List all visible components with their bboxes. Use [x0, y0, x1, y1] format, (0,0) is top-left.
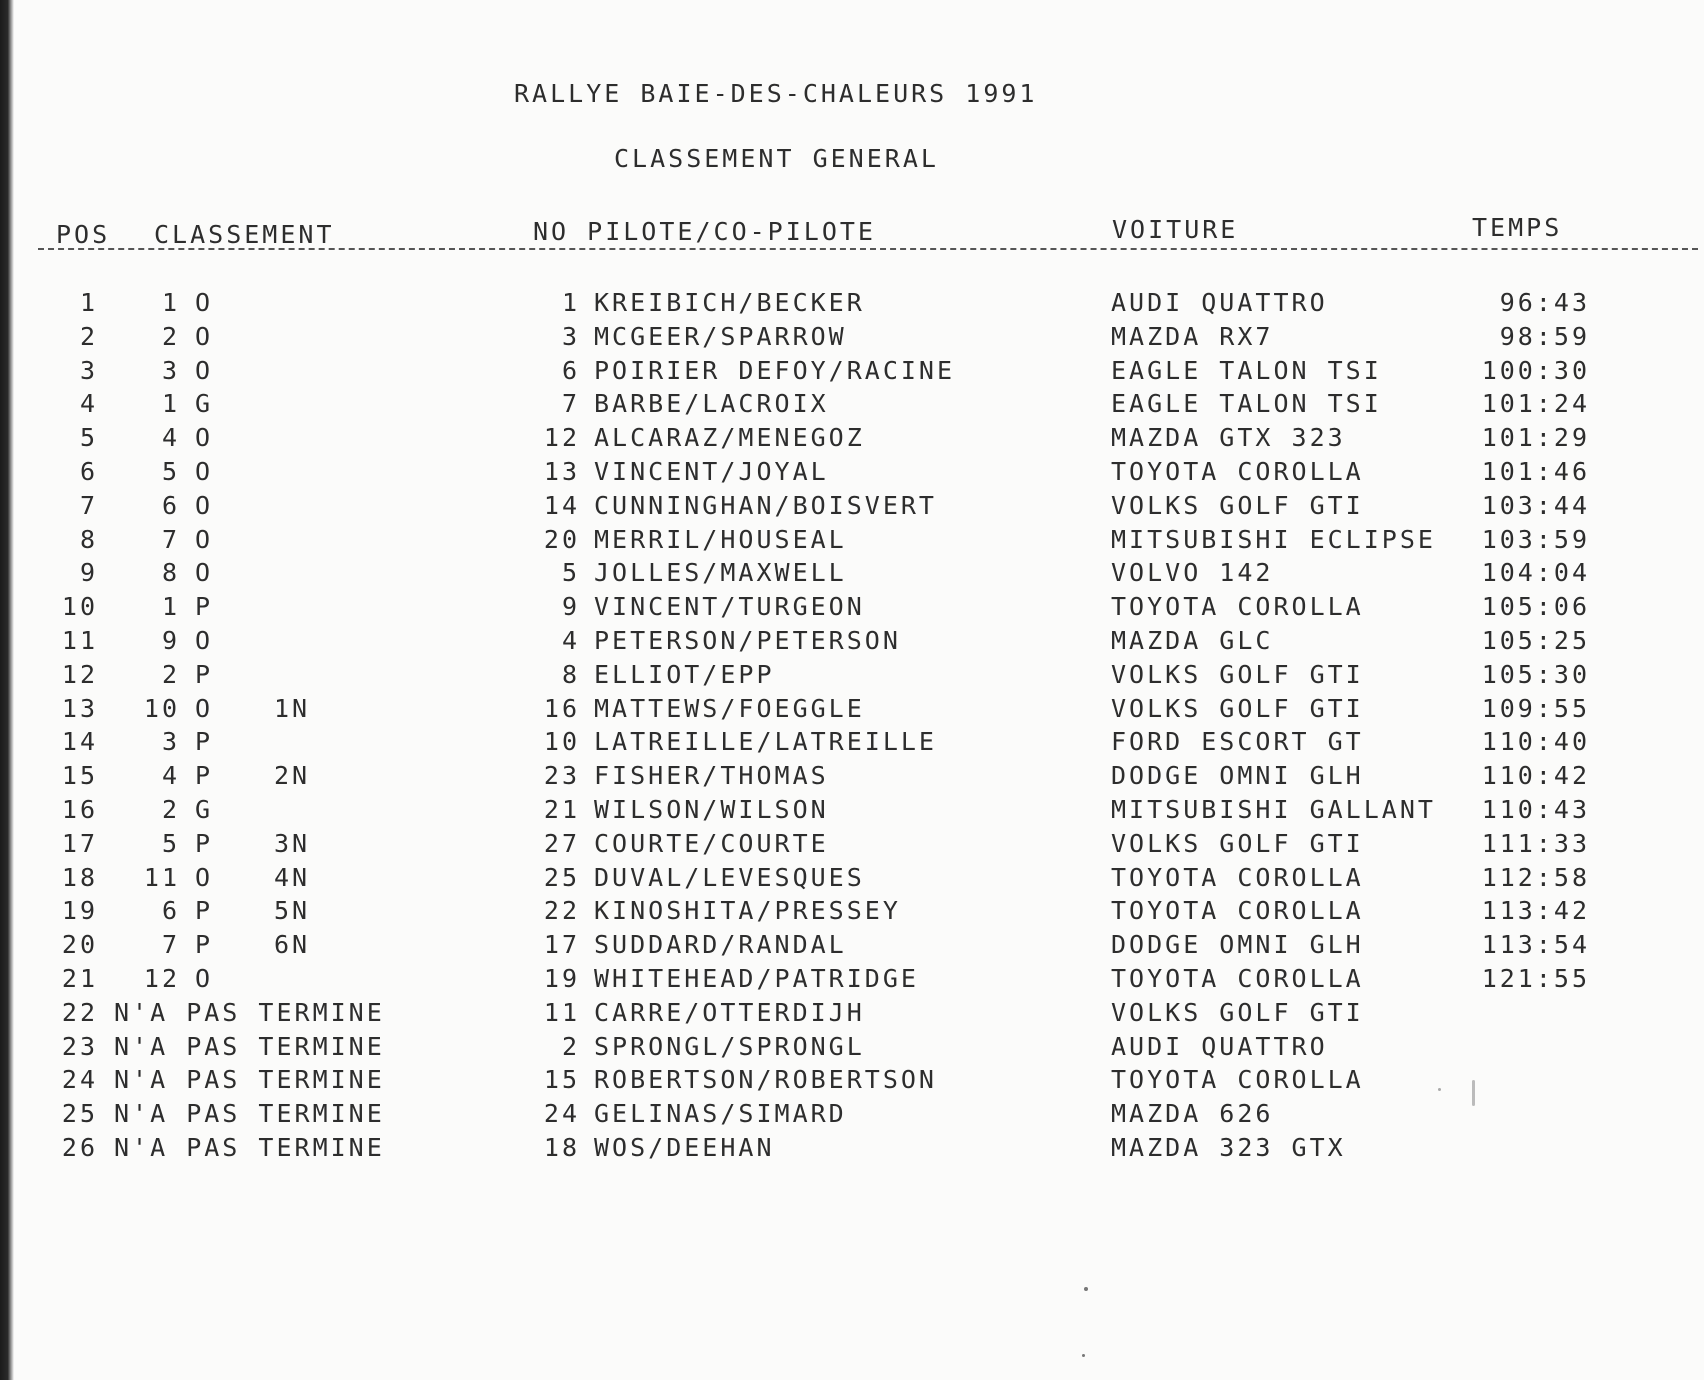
header-classement: CLASSEMENT — [154, 220, 335, 249]
row-driver-codriver: KREIBICH/BECKER — [594, 288, 865, 317]
row-position: 26 — [61, 1132, 98, 1162]
document-title: RALLYE BAIE-DES-CHALEURS 1991 — [514, 79, 1038, 108]
row-group: P — [195, 592, 214, 622]
row-driver-codriver: SUDDARD/RANDAL — [594, 930, 847, 960]
row-car: VOLKS GOLF GTI — [1111, 490, 1364, 520]
row-car-number: 8 — [561, 659, 580, 689]
row-driver-codriver: VINCENT/TURGEON — [594, 592, 865, 622]
row-car: MAZDA 626 — [1111, 1099, 1274, 1129]
row-position: 23 — [61, 1031, 98, 1061]
row-car: AUDI QUATTRO — [1111, 1031, 1328, 1061]
row-position: 4 — [79, 389, 98, 419]
row-car: TOYOTA COROLLA — [1111, 456, 1364, 486]
row-driver-codriver: CARRE/OTTERDIJH — [594, 997, 865, 1027]
table-row — [0, 320, 1704, 354]
row-position: 6 — [79, 456, 98, 486]
row-group: O — [195, 693, 214, 723]
row-driver-codriver: VINCENT/JOYAL — [594, 456, 829, 486]
row-car: MAZDA GTX 323 — [1111, 423, 1346, 453]
table-row — [0, 556, 1704, 590]
table-row — [0, 725, 1704, 759]
row-national-rank: 2N — [274, 761, 311, 791]
row-driver-codriver: JOLLES/MAXWELL — [594, 558, 847, 588]
row-group: P — [195, 828, 214, 858]
row-car-number: 14 — [543, 490, 580, 520]
row-time: 110:42 — [1481, 761, 1590, 791]
row-car: DODGE OMNI GLH — [1111, 930, 1364, 960]
row-driver-codriver: KINOSHITA/PRESSEY — [594, 896, 901, 926]
row-time: 96:43 — [1499, 288, 1590, 317]
table-row — [0, 928, 1704, 962]
row-status: N'A PAS TERMINE — [114, 1065, 385, 1095]
header-no-pilote: NO PILOTE/CO-PILOTE — [533, 217, 876, 246]
row-class-rank: 1 — [161, 592, 180, 622]
row-class-rank: 6 — [161, 896, 180, 926]
table-row — [0, 793, 1704, 827]
row-car-number: 20 — [543, 524, 580, 554]
row-group: O — [195, 862, 214, 892]
row-status: N'A PAS TERMINE — [114, 1132, 385, 1162]
row-car-number: 27 — [543, 828, 580, 858]
document-subtitle: CLASSEMENT GENERAL — [614, 144, 939, 173]
row-time: 98:59 — [1499, 321, 1590, 351]
table-row — [0, 1131, 1704, 1165]
row-position: 13 — [61, 693, 98, 723]
row-driver-codriver: WHITEHEAD/PATRIDGE — [594, 963, 919, 993]
row-group: O — [195, 963, 214, 993]
row-group: P — [195, 727, 214, 757]
row-position: 7 — [79, 490, 98, 520]
row-position: 21 — [61, 963, 98, 993]
row-car: VOLVO 142 — [1111, 558, 1274, 588]
row-time: 104:04 — [1481, 558, 1590, 588]
row-time: 105:06 — [1481, 592, 1590, 622]
row-driver-codriver: BARBE/LACROIX — [594, 389, 829, 419]
table-row — [0, 894, 1704, 928]
row-group: O — [195, 558, 214, 588]
row-position: 25 — [61, 1099, 98, 1129]
row-driver-codriver: GELINAS/SIMARD — [594, 1099, 847, 1129]
row-car: DODGE OMNI GLH — [1111, 761, 1364, 791]
row-class-rank: 2 — [161, 794, 180, 824]
table-row — [0, 1097, 1704, 1131]
row-car-number: 17 — [543, 930, 580, 960]
row-class-rank: 1 — [161, 389, 180, 419]
table-row — [0, 759, 1704, 793]
row-driver-codriver: COURTE/COURTE — [594, 828, 829, 858]
row-car-number: 4 — [561, 625, 580, 655]
row-status: N'A PAS TERMINE — [114, 997, 385, 1027]
row-position: 16 — [61, 794, 98, 824]
row-car-number: 15 — [543, 1065, 580, 1095]
row-group: O — [195, 288, 214, 317]
row-car: VOLKS GOLF GTI — [1111, 693, 1364, 723]
row-car: MITSUBISHI ECLIPSE — [1111, 524, 1436, 554]
row-class-rank: 9 — [161, 625, 180, 655]
table-row — [0, 455, 1704, 489]
row-class-rank: 2 — [161, 659, 180, 689]
row-position: 8 — [79, 524, 98, 554]
row-driver-codriver: ROBERTSON/ROBERTSON — [594, 1065, 937, 1095]
row-car: MITSUBISHI GALLANT — [1111, 794, 1436, 824]
row-car-number: 6 — [561, 355, 580, 385]
row-position: 10 — [61, 592, 98, 622]
row-position: 12 — [61, 659, 98, 689]
row-driver-codriver: MERRIL/HOUSEAL — [594, 524, 847, 554]
row-national-rank: 6N — [274, 930, 311, 960]
row-class-rank: 5 — [161, 456, 180, 486]
row-time: 110:43 — [1481, 794, 1590, 824]
row-group: O — [195, 355, 214, 385]
row-driver-codriver: ALCARAZ/MENEGOZ — [594, 423, 865, 453]
row-position: 11 — [61, 625, 98, 655]
row-driver-codriver: ELLIOT/EPP — [594, 659, 775, 689]
row-driver-codriver: PETERSON/PETERSON — [594, 625, 901, 655]
row-class-rank: 5 — [161, 828, 180, 858]
row-time: 112:58 — [1481, 862, 1590, 892]
row-class-rank: 4 — [161, 761, 180, 791]
row-car: TOYOTA COROLLA — [1111, 1065, 1364, 1095]
row-car: FORD ESCORT GT — [1111, 727, 1364, 757]
row-class-rank: 4 — [161, 423, 180, 453]
row-car: MAZDA GLC — [1111, 625, 1274, 655]
row-class-rank: 7 — [161, 524, 180, 554]
row-driver-codriver: WILSON/WILSON — [594, 794, 829, 824]
scan-speck — [1438, 1088, 1441, 1091]
row-car: TOYOTA COROLLA — [1111, 862, 1364, 892]
row-group: P — [195, 930, 214, 960]
row-group: O — [195, 524, 214, 554]
table-row — [0, 489, 1704, 523]
row-car: VOLKS GOLF GTI — [1111, 997, 1364, 1027]
row-class-rank: 3 — [161, 355, 180, 385]
row-car-number: 3 — [561, 321, 580, 351]
row-car: TOYOTA COROLLA — [1111, 592, 1364, 622]
table-row — [0, 1063, 1704, 1097]
row-time: 109:55 — [1481, 693, 1590, 723]
row-car-number: 11 — [543, 997, 580, 1027]
row-position: 1 — [79, 288, 98, 317]
row-class-rank: 11 — [143, 862, 180, 892]
table-row — [0, 387, 1704, 421]
row-position: 19 — [61, 896, 98, 926]
row-national-rank: 3N — [274, 828, 311, 858]
row-car: AUDI QUATTRO — [1111, 288, 1328, 317]
table-row — [0, 523, 1704, 557]
row-position: 18 — [61, 862, 98, 892]
row-time: 100:30 — [1481, 355, 1590, 385]
header-pos: POS — [56, 220, 111, 249]
row-time: 113:54 — [1481, 930, 1590, 960]
row-class-rank: 8 — [161, 558, 180, 588]
row-car-number: 13 — [543, 456, 580, 486]
header-temps: TEMPS — [1472, 213, 1563, 242]
row-car-number: 12 — [543, 423, 580, 453]
row-class-rank: 6 — [161, 490, 180, 520]
row-class-rank: 10 — [143, 693, 180, 723]
row-time: 101:24 — [1481, 389, 1590, 419]
row-driver-codriver: MATTEWS/FOEGGLE — [594, 693, 865, 723]
row-car: TOYOTA COROLLA — [1111, 896, 1364, 926]
results-table — [0, 286, 1704, 1165]
table-row — [0, 286, 1704, 320]
row-car: VOLKS GOLF GTI — [1111, 828, 1364, 858]
row-time: 111:33 — [1481, 828, 1590, 858]
row-time: 105:25 — [1481, 625, 1590, 655]
row-car: VOLKS GOLF GTI — [1111, 659, 1364, 689]
row-car-number: 24 — [543, 1099, 580, 1129]
row-driver-codriver: MCGEER/SPARROW — [594, 321, 847, 351]
row-driver-codriver: WOS/DEEHAN — [594, 1132, 775, 1162]
row-group: O — [195, 625, 214, 655]
header-voiture: VOITURE — [1112, 215, 1239, 244]
row-position: 17 — [61, 828, 98, 858]
row-car-number: 5 — [561, 558, 580, 588]
row-position: 24 — [61, 1065, 98, 1095]
row-position: 14 — [61, 727, 98, 757]
table-row — [0, 692, 1704, 726]
row-car-number: 2 — [561, 1031, 580, 1061]
row-car-number: 22 — [543, 896, 580, 926]
row-driver-codriver: LATREILLE/LATREILLE — [594, 727, 937, 757]
row-car: TOYOTA COROLLA — [1111, 963, 1364, 993]
row-time: 110:40 — [1481, 727, 1590, 757]
row-car-number: 18 — [543, 1132, 580, 1162]
table-row — [0, 354, 1704, 388]
row-position: 22 — [61, 997, 98, 1027]
row-class-rank: 3 — [161, 727, 180, 757]
row-group: O — [195, 456, 214, 486]
row-position: 20 — [61, 930, 98, 960]
row-national-rank: 5N — [274, 896, 311, 926]
row-group: O — [195, 490, 214, 520]
row-position: 9 — [79, 558, 98, 588]
row-car: EAGLE TALON TSI — [1111, 355, 1382, 385]
row-class-rank: 12 — [143, 963, 180, 993]
row-time: 103:44 — [1481, 490, 1590, 520]
row-car-number: 1 — [561, 288, 580, 317]
row-car-number: 25 — [543, 862, 580, 892]
row-status: N'A PAS TERMINE — [114, 1099, 385, 1129]
row-car: EAGLE TALON TSI — [1111, 389, 1382, 419]
row-group: P — [195, 761, 214, 791]
row-driver-codriver: DUVAL/LEVESQUES — [594, 862, 865, 892]
row-time: 105:30 — [1481, 659, 1590, 689]
row-driver-codriver: CUNNINGHAN/BOISVERT — [594, 490, 937, 520]
row-position: 5 — [79, 423, 98, 453]
row-car-number: 9 — [561, 592, 580, 622]
table-row — [0, 590, 1704, 624]
table-row — [0, 962, 1704, 996]
row-car-number: 21 — [543, 794, 580, 824]
table-row — [0, 624, 1704, 658]
row-driver-codriver: SPRONGL/SPRONGL — [594, 1031, 865, 1061]
row-class-rank: 7 — [161, 930, 180, 960]
row-time: 121:55 — [1481, 963, 1590, 993]
row-position: 3 — [79, 355, 98, 385]
row-group: G — [195, 794, 214, 824]
table-row — [0, 996, 1704, 1030]
row-time: 113:42 — [1481, 896, 1590, 926]
row-class-rank: 2 — [161, 321, 180, 351]
row-position: 2 — [79, 321, 98, 351]
row-national-rank: 1N — [274, 693, 311, 723]
table-row — [0, 827, 1704, 861]
row-status: N'A PAS TERMINE — [114, 1031, 385, 1061]
header-divider — [38, 248, 1698, 250]
row-car: MAZDA 323 GTX — [1111, 1132, 1346, 1162]
row-group: O — [195, 423, 214, 453]
row-group: G — [195, 389, 214, 419]
row-car-number: 7 — [561, 389, 580, 419]
row-group: P — [195, 659, 214, 689]
row-car-number: 10 — [543, 727, 580, 757]
row-class-rank: 1 — [161, 288, 180, 317]
row-car: MAZDA RX7 — [1111, 321, 1274, 351]
row-driver-codriver: FISHER/THOMAS — [594, 761, 829, 791]
row-group: P — [195, 896, 214, 926]
row-time: 101:29 — [1481, 423, 1590, 453]
row-time: 103:59 — [1481, 524, 1590, 554]
table-row — [0, 1030, 1704, 1064]
scan-mark — [1472, 1080, 1475, 1106]
table-row — [0, 421, 1704, 455]
row-position: 15 — [61, 761, 98, 791]
table-row — [0, 861, 1704, 895]
row-car-number: 19 — [543, 963, 580, 993]
row-group: O — [195, 321, 214, 351]
table-row — [0, 658, 1704, 692]
row-car-number: 23 — [543, 761, 580, 791]
row-driver-codriver: POIRIER DEFOY/RACINE — [594, 355, 956, 385]
scan-speck — [1082, 1354, 1085, 1357]
scan-speck — [1084, 1287, 1088, 1291]
row-car-number: 16 — [543, 693, 580, 723]
row-time: 101:46 — [1481, 456, 1590, 486]
row-national-rank: 4N — [274, 862, 311, 892]
